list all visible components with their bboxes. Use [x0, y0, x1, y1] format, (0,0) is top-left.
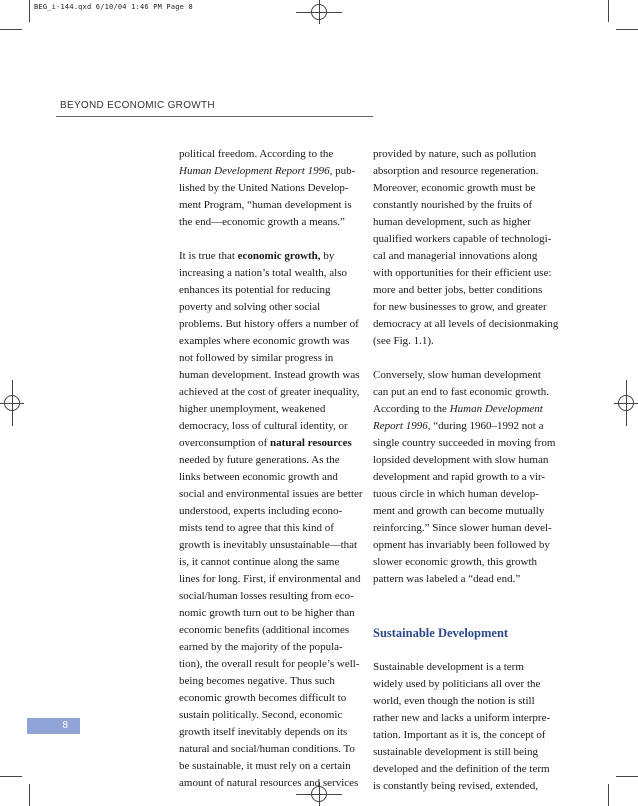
- text-line: democracy, loss of cultural identity, or: [179, 420, 348, 432]
- text-line: higher unemployment, weakened: [179, 403, 326, 415]
- text-line: lopsided development with slow human: [373, 454, 549, 466]
- paragraph: [373, 367, 556, 588]
- text-line: absorption and resource regeneration.: [373, 165, 539, 177]
- text-line: It is true that economic growth, by: [179, 250, 335, 262]
- text-line: mists tend to agree that this kind of: [179, 522, 334, 534]
- text-line: increasing a nation’s total wealth, also: [179, 267, 348, 279]
- text-line: examples where economic growth was: [179, 335, 350, 347]
- page-number: 8: [27, 718, 80, 734]
- text-line: provided by nature, such as pollution: [373, 148, 537, 160]
- text-line: amount of natural resources and services: [179, 777, 359, 789]
- text-line: more and better jobs, better conditions: [373, 284, 543, 296]
- text-line: single country succeeded in moving from: [373, 437, 556, 449]
- print-slug: BEG_i-144.qxd 6/10/04 1:46 PM Page 8: [34, 3, 193, 11]
- text-line: tuous circle in which human develop-: [373, 488, 539, 500]
- text-line: natural and social/human conditions. To: [179, 743, 355, 755]
- text-line: understood, experts including econo-: [179, 505, 343, 517]
- text-line: Moreover, economic growth must be: [373, 182, 536, 194]
- text-line: cal and managerial innovations along: [373, 250, 538, 262]
- text-line: growth is inevitably unsustainable—that: [179, 539, 358, 551]
- bold-term: economic growth,: [237, 250, 321, 262]
- text-line: enhances its potential for reducing: [179, 284, 331, 296]
- text-line: qualified workers capable of technologi-: [373, 233, 552, 245]
- text-line: pattern was labeled a “dead end.”: [373, 573, 521, 585]
- text-line: ment Program, “human development is: [179, 199, 352, 211]
- text-line: constantly nourished by the fruits of: [373, 199, 533, 211]
- section-heading: Sustainable Development: [373, 626, 509, 640]
- text-line: (see Fig. 1.1).: [373, 335, 434, 347]
- running-header: BEYOND ECONOMIC GROWTH: [60, 100, 215, 111]
- text-line: Conversely, slow human development: [373, 369, 541, 381]
- text-line: not followed by similar progress in: [179, 352, 334, 364]
- text-line: rather new and lacks a uniform interpre-: [373, 712, 551, 724]
- text-line: for new businesses to grow, and greater: [373, 301, 547, 313]
- text-line: development and rapid growth to a vir-: [373, 471, 546, 483]
- text-line: economic benefits (additional incomes: [179, 624, 350, 636]
- text-line: being becomes negative. Thus such: [179, 675, 335, 687]
- text-line: can put an end to fast economic growth.: [373, 386, 549, 398]
- text-line: achieved at the cost of greater inequality,: [179, 386, 360, 398]
- text-line: ment and growth can become mutually: [373, 505, 545, 517]
- text-line: economic growth becomes difficult to: [179, 692, 347, 704]
- text-line: developed and the definition of the term: [373, 763, 550, 775]
- text-line: nomic growth turn out to be higher than: [179, 607, 355, 619]
- italic-title: Human Development: [449, 403, 543, 415]
- italic-title: Human Development Report 1996,: [179, 165, 333, 177]
- text-line: is constantly being revised, extended,: [373, 780, 538, 792]
- header-rule: [56, 116, 373, 117]
- text-line: Report 1996, “during 1960–1992 not a: [373, 420, 544, 432]
- text-line: political freedom. According to the: [179, 148, 334, 160]
- text-line: Sustainable development is a term: [373, 661, 524, 673]
- text-line: human development. Instead growth was: [179, 369, 360, 381]
- text-line: lines for long. First, if environmental and: [179, 573, 361, 585]
- text-line: According to the Human Development: [373, 403, 543, 415]
- text-line: tation. Important as it is, the concept of: [373, 729, 546, 741]
- text-line: needed by future generations. As the: [179, 454, 340, 466]
- text-line: overconsumption of natural resources: [179, 437, 352, 449]
- text-line: problems. But history offers a number of: [179, 318, 359, 330]
- paragraph: [373, 146, 559, 350]
- right-column: [373, 146, 559, 795]
- text-line: opment has invariably been followed by: [373, 539, 550, 551]
- bold-term: natural resources: [270, 437, 352, 449]
- text-line: human development, such as higher: [373, 216, 531, 228]
- text-line: world, even though the notion is still: [373, 695, 535, 707]
- text-line: social/human losses resulting from eco-: [179, 590, 354, 602]
- text-line: earned by the majority of the popula-: [179, 641, 343, 653]
- text-line: sustainable development is still being: [373, 746, 538, 758]
- text-line: the end—economic growth a means.”: [179, 216, 345, 228]
- text-line: poverty and solving other social: [179, 301, 321, 313]
- text-line: links between economic growth and: [179, 471, 338, 483]
- text-line: democracy at all levels of decisionmaking: [373, 318, 559, 330]
- italic-title: Report 1996,: [373, 420, 431, 432]
- text-line: tion), the overall result for people’s well-: [179, 658, 360, 670]
- text-line: slower economic growth, this growth: [373, 556, 538, 568]
- text-line: be sustainable, it must rely on a certain: [179, 760, 351, 772]
- text-line: with opportunities for their efficient use:: [373, 267, 552, 279]
- text-line: Human Development Report 1996, pub-: [179, 165, 356, 177]
- text-line: reinforcing.” Since slower human devel-: [373, 522, 552, 534]
- paragraph: [179, 146, 359, 231]
- text-line: widely used by politicians all over the: [373, 678, 541, 690]
- paragraph: [373, 659, 553, 795]
- paragraph: [179, 248, 363, 792]
- left-column: [179, 146, 363, 792]
- text-line: lished by the United Nations Develop-: [179, 182, 349, 194]
- text-line: growth itself inevitably depends on its: [179, 726, 348, 738]
- text-line: sustain politically. Second, economic: [179, 709, 343, 721]
- text-line: is, it cannot continue along the same: [179, 556, 340, 568]
- text-line: social and environmental issues are better: [179, 488, 363, 500]
